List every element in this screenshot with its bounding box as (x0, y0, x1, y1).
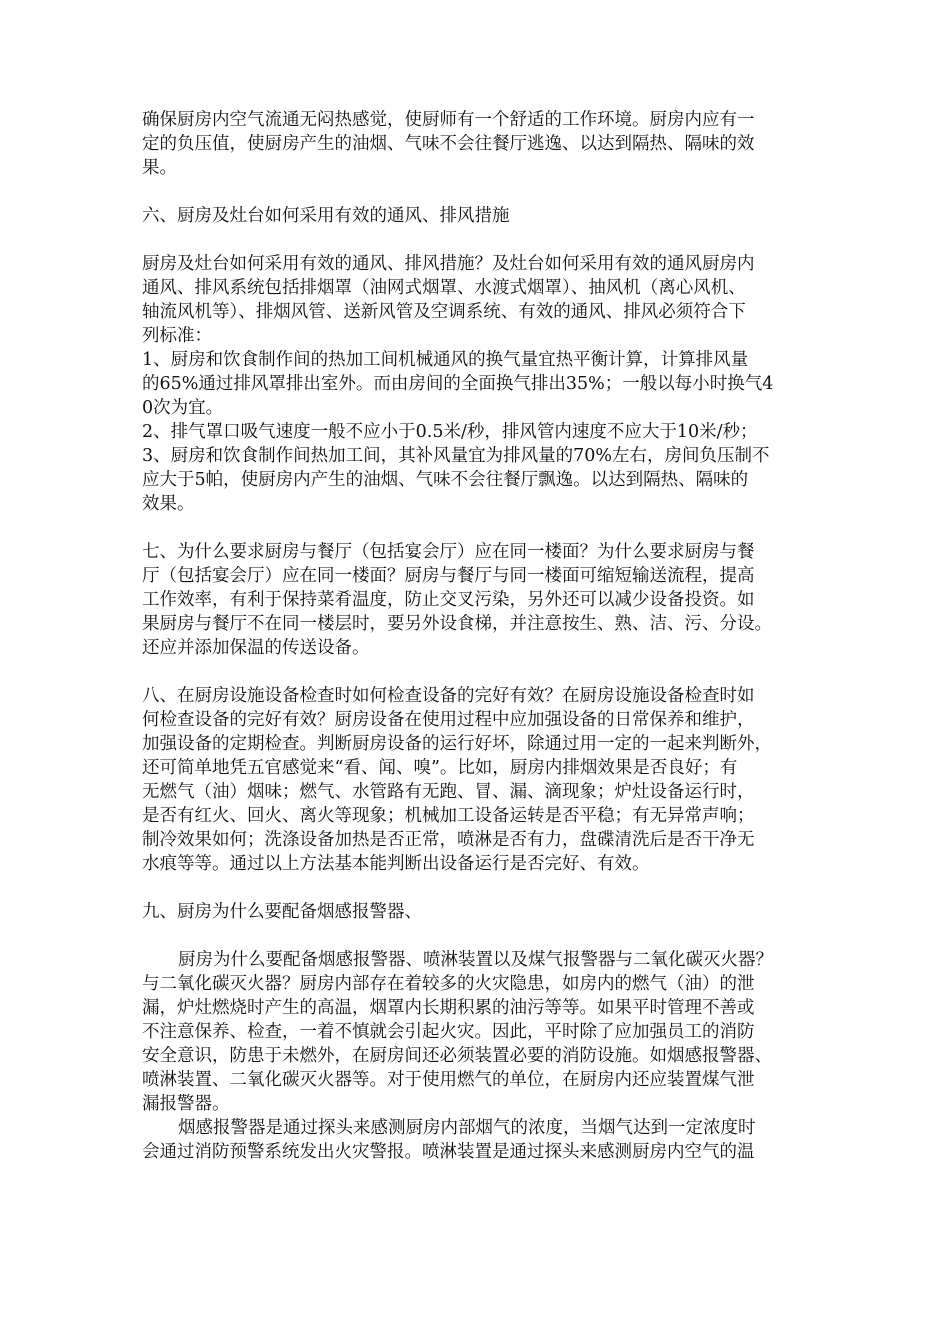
text-line: 会通过消防预警系统发出火灾警报。喷淋装置是通过探头来感测厨房内空气的温 (142, 1142, 755, 1162)
paragraph-section-9 (142, 948, 826, 1164)
text-line: 果。 (142, 158, 177, 178)
text-line: 无燃气（油）烟味；燃气、水管路有无跑、冒、漏、滴现象；炉灶设备运行时， (142, 782, 755, 802)
text-line: 与二氧化碳灭火器？厨房内部存在着较多的火灾隐患，如房内的燃气（油）的泄 (142, 974, 755, 994)
text-line: 厨房及灶台如何采用有效的通风、排风措施？及灶台如何采用有效的通风厨房内 (142, 254, 755, 274)
section-heading-6 (142, 204, 826, 228)
document-body (142, 108, 826, 1164)
text-line: 加强设备的定期检查。判断厨房设备的运行好坏，除通过用一定的一起来判断外， (142, 734, 772, 754)
text-line: 还可简单地凭五官感觉来“看、闻、嗅”。比如，厨房内排烟效果是否良好；有 (142, 758, 738, 778)
text-line: 1、厨房和饮食制作间的热加工间机械通风的换气量宜热平衡计算，计算排风量 (142, 350, 749, 370)
text-line: 2、排气罩口吸气速度一般不应小于0.5米/秒，排风管内速度不应大于10米/秒； (142, 422, 758, 442)
text-line: 七、为什么要求厨房与餐厅（包括宴会厅）应在同一楼面？为什么要求厨房与餐 (142, 542, 755, 562)
text-line: 不注意保养、检查，一着不慎就会引起火灾。因此，平时除了应加强员工的消防 (142, 1022, 755, 1042)
text-line: 安全意识，防患于未燃外，在厨房间还必须装置必要的消防设施。如烟感报警器、 (142, 1046, 772, 1066)
text-line: 定的负压值，使厨房产生的油烟、气味不会往餐厅逃逸、以达到隔热、隔味的效 (142, 134, 755, 154)
text-line: 效果。 (142, 494, 195, 514)
text-line: 厅（包括宴会厅）应在同一楼面？厨房与餐厅与同一楼面可缩短输送流程，提高 (142, 566, 755, 586)
text-line: 漏报警器。 (142, 1094, 230, 1114)
text-line: 还应并添加保温的传送设备。 (142, 638, 370, 658)
text-line: 八、在厨房设施设备检查时如何检查设备的完好有效？在厨房设施设备检查时如 (142, 686, 755, 706)
paragraph-section-8 (142, 684, 826, 876)
heading-line: 六、厨房及灶台如何采用有效的通风、排风措施 (142, 206, 510, 226)
text-line: 水痕等等。通过以上方法基本能判断出设备运行是否完好、有效。 (142, 854, 650, 874)
text-line: 喷淋装置、二氧化碳灭火器等。对于使用燃气的单位，在厨房内还应装置煤气泄 (142, 1070, 755, 1090)
section-heading-9 (142, 900, 826, 924)
paragraph-section-7 (142, 540, 826, 660)
text-line: 轴流风机等）、排烟风管、送新风管及空调系统、有效的通风、排风必须符合下 (142, 302, 746, 322)
paragraph-intro (142, 108, 826, 180)
text-line: 通风、排风系统包括排烟罩（油网式烟罩、水渡式烟罩）、抽风机（离心风机、 (142, 278, 746, 298)
text-line: 应大于5帕，使厨房内产生的油烟、气味不会往餐厅飘逸。以达到隔热、隔味的 (142, 470, 749, 490)
text-line: 工作效率，有利于保持菜肴温度，防止交叉污染，另外还可以减少设备投资。如 (142, 590, 755, 610)
text-line: 0次为宜。 (142, 398, 224, 418)
text-line: 3、厨房和饮食制作间热加工间，其补风量宜为排风量的70%左右，房间负压制不 (142, 446, 770, 466)
text-line: 何检查设备的完好有效？厨房设备在使用过程中应加强设备的日常保养和维护， (142, 710, 755, 730)
text-line: 的65%通过排风罩排出室外。而由房间的全面换气排出35%；一般以每小时换气4 (142, 374, 774, 394)
text-line: 烟感报警器是通过探头来感测厨房内部烟气的浓度，当烟气达到一定浓度时 (178, 1118, 756, 1138)
text-line: 确保厨房内空气流通无闷热感觉，使厨师有一个舒适的工作环境。厨房内应有一 (142, 110, 755, 130)
text-line: 厨房为什么要配备烟感报警器、喷淋装置以及煤气报警器与二氧化碳灭火器？ (178, 950, 773, 970)
text-line: 漏，炉灶燃烧时产生的高温，烟罩内长期积累的油污等等。如果平时管理不善或 (142, 998, 755, 1018)
heading-line: 九、厨房为什么要配备烟感报警器、 (142, 902, 422, 922)
text-line: 列标准： (142, 326, 212, 346)
text-line: 是否有红火、回火、离火等现象；机械加工设备运转是否平稳；有无异常声响； (142, 806, 755, 826)
text-line: 果厨房与餐厅不在同一楼层时，要另外设食梯，并注意按生、熟、洁、污、分设。 (142, 614, 772, 634)
paragraph-section-6 (142, 252, 826, 516)
text-line: 制冷效果如何；洗涤设备加热是否正常，喷淋是否有力，盘碟清洗后是否干净无 (142, 830, 755, 850)
